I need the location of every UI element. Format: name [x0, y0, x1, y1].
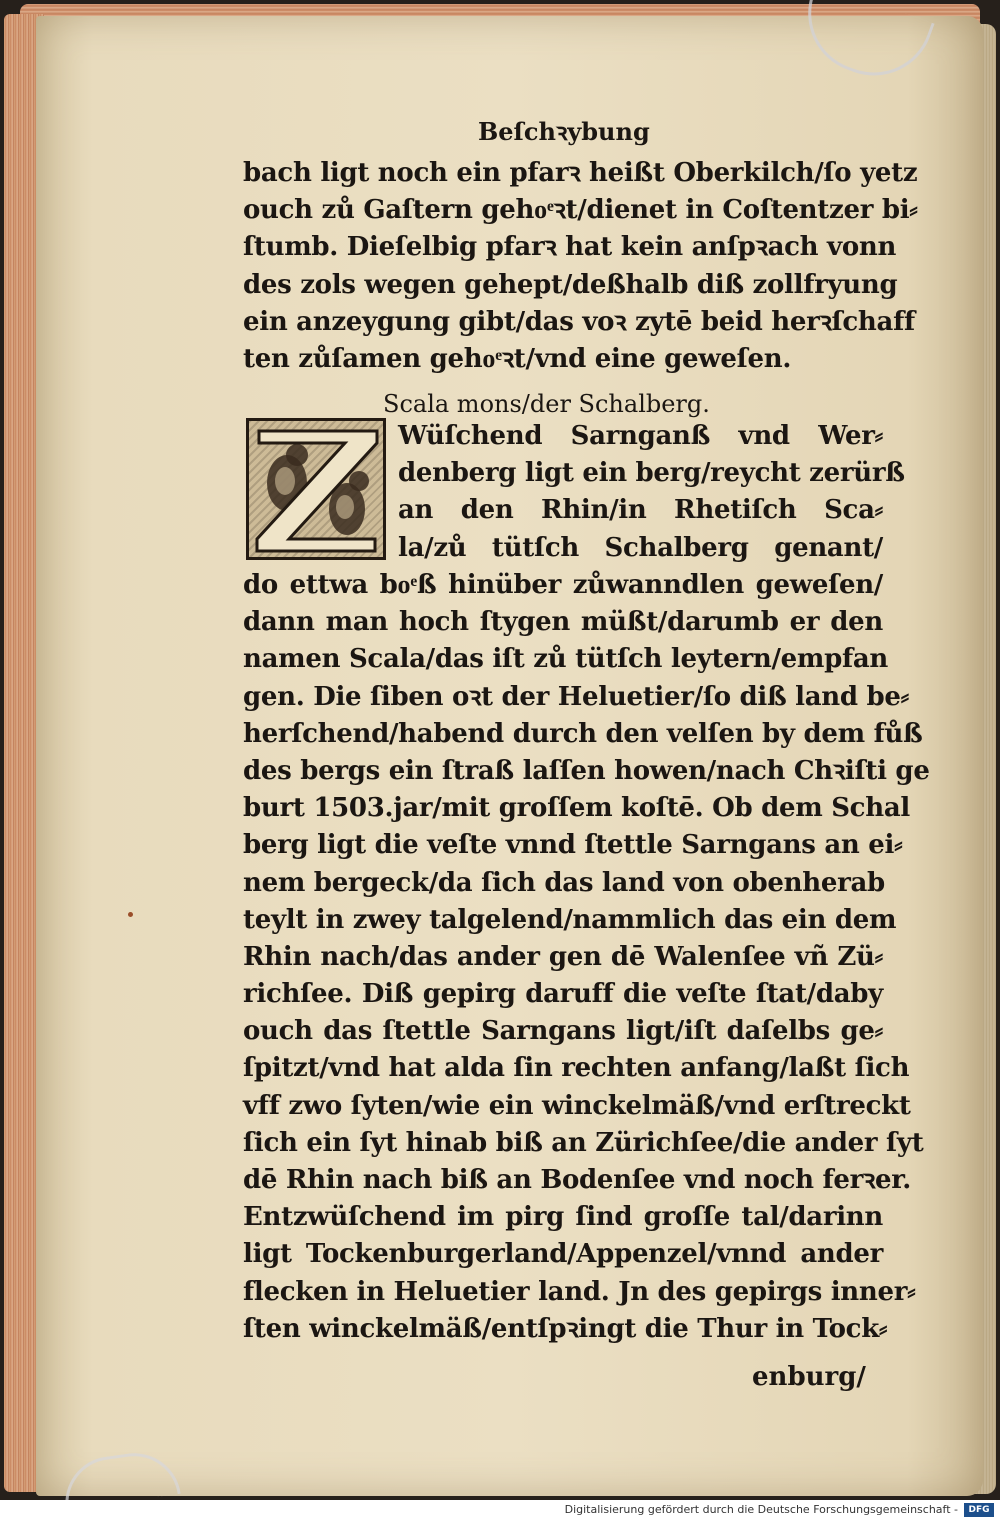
paragraph-2-indented-lines: [398, 418, 905, 567]
text-line: ſich ein ſyt hinab biß an Zürichſee/die ander ſyt: [243, 1127, 924, 1158]
paragraph-1: [243, 155, 918, 378]
paragraph-2: [243, 567, 930, 1348]
section-heading: Scala mons/der Schalberg.: [383, 390, 710, 418]
text-line: des zols wegen gehept/deßhalb diß zollfryung: [243, 269, 898, 300]
text-line: ſtumb. Dieſelbig pfarꝛ hat kein anſpꝛach vonn: [243, 232, 897, 263]
text-line: ſten winckelmäß/entſpꝛingt die Thur in Tock⸗: [243, 1313, 888, 1344]
text-line: Rhin nach/das ander gen dē Walenſee vñ Zü⸗: [243, 941, 883, 972]
text-line: ſpitzt/vnd hat alda ſin rechten anfang/laßt ſich: [243, 1053, 910, 1084]
text-line: nem bergeck/da ſich das land von obenherab: [243, 867, 885, 898]
footer-bar: [0, 1500, 1000, 1521]
text-line: ouch zů Gaſtern gehoͤꝛt/dienet in Coſtentzer bi⸗: [243, 195, 918, 226]
text-line: do ettwa boͤß hinüber zůwanndlen geweſen/: [243, 570, 883, 600]
running-head: Beſchꝛybung: [478, 117, 650, 146]
text-line: vff zwo ſyten/wie ein winckelmäß/vnd erſtreckt: [243, 1090, 911, 1121]
text-line: richſee. Diß gepirg daruff die veſte ſtat/daby: [243, 979, 883, 1010]
text-line: dann man hoch ſtygen müßt/darumb er den: [243, 607, 883, 638]
dfg-logo[interactable]: DFG: [964, 1503, 994, 1517]
text-line: Entzwüſchend im pirg ſind groſſe tal/darinn: [243, 1202, 883, 1233]
footer-credit: Digitalisierung gefördert durch die Deutsche Forschungsgemeinschaft -: [564, 1503, 958, 1516]
catchword: enburg/: [752, 1362, 866, 1392]
text-line: Wüſchend Sarnganß vnd Wer⸗: [398, 421, 883, 451]
text-line: gen. Die ſiben oꝛt der Heluetier/ſo diß land be⸗: [243, 681, 910, 712]
text-line: bach ligt noch ein pfarꝛ heißt Oberkilch/ſo yetz: [243, 158, 918, 188]
text-line: namen Scala/das iſt zů tütſch leytern/empfan: [243, 644, 889, 675]
text-line: ten zůſamen gehoͤꝛt/vnd eine geweſen.: [243, 343, 792, 374]
text-line: an den Rhin/in Rhetiſch Sca⸗: [398, 495, 883, 526]
initial-illustration: [249, 421, 383, 557]
text-line: teylt in zwey talgelend/nammlich das ein dem: [243, 904, 897, 935]
margin-mark: [128, 912, 133, 917]
text-line: ouch das ſtettle Sarngans ligt/iſt daſelbs ge⸗: [243, 1016, 883, 1047]
text-line: ligt Tockenburgerland/Appenzel/vnnd ander: [243, 1239, 883, 1270]
text-line: des bergs ein ſtraß laſſen howen/nach Chꝛiſti ge: [243, 755, 930, 786]
text-line: dē Rhin nach biß an Bodenſee vnd noch ferꝛer.: [243, 1165, 912, 1195]
text-line: berg ligt die veſte vnnd ſtettle Sarngans an ei⸗: [243, 830, 903, 861]
text-line: herſchend/habend durch den velſen by dem fůß: [243, 718, 923, 749]
text-line: flecken in Heluetier land. Jn des gepirgs inner⸗: [243, 1276, 916, 1307]
text-line: denberg ligt ein berg/reycht zerürß: [398, 458, 905, 489]
text-line: burt 1503.jar/mit groſſem koſtē. Ob dem Schal: [243, 793, 910, 824]
text-line: la/zů tütſch Schalberg genant/: [398, 532, 883, 563]
text-line: ein anzeygung gibt/das voꝛ zytē beid herꝛſchaff: [243, 306, 915, 337]
decorated-initial-z: [246, 418, 386, 560]
